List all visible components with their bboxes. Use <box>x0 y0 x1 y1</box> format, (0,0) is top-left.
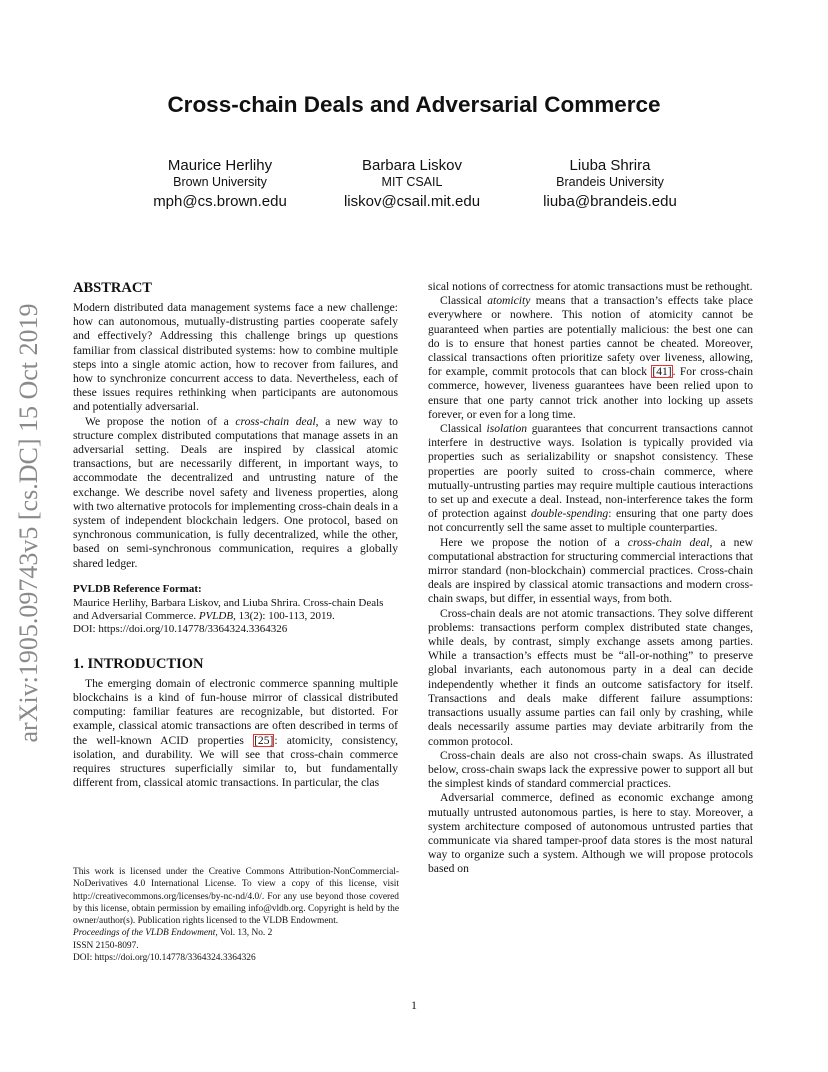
pvldb-doi: DOI: https://doi.org/10.14778/3364324.3364326 <box>73 622 288 635</box>
abstract-heading: ABSTRACT <box>73 280 152 296</box>
right-column <box>428 280 753 877</box>
body-paragraph: Classical atomicity means that a transaction’s effects take place everywhere or nowhere. This notion of atomicity cannot be guaranteed when parties are potentially malicious: the best one can do is to ensure that honest parties cannot be cheated. Moreover, classical transactions often prioritize safety over liveness, allowing, for example, commit protocols that can block [41]. For cross-chain commerce, however, liveness guarantees have been relied upon to ensure that one party cannot trick another into locking up assets forever, or even for a long time. <box>428 294 754 421</box>
page-number: 1 <box>411 1000 417 1012</box>
author-name: Liuba Shrira <box>569 157 651 174</box>
license-text: This work is licensed under the Creative Commons Attribution-NonCommercial-NoDerivatives 4.0 International License. To view a copy of this license, visit http://creativecommons.org/licenses/by-nc-nd/4.0/. For any use beyond those covered by this license, obtain permission by emailing info@vldb.org. Copyright is held by the owner/author(s). Publication rights licensed to the VLDB Endowment. <box>73 867 399 927</box>
author-email: liskov@csail.mit.edu <box>343 193 481 210</box>
body-paragraph: Adversarial commerce, defined as economic exchange among mutually untrusted autonomous parties, is here to stay. Moreover, a system architecture composed of autonomous untrusted parties that communicate via shared tamper-proof data stores is the most natural way to organize such a system. Although we will propose protocols based on <box>428 791 753 876</box>
left-column <box>73 280 398 790</box>
body-paragraph: Here we propose the notion of a cross-chain deal, a new computational abstraction for structuring commercial interactions that mirror standard (non-blockchain) commercial practices. Cross-chain deals are inspired by classical atomic transactions and modern cross-chain swaps, but differ, in essential ways, from both. <box>428 535 753 606</box>
footnote-doi: DOI: https://doi.org/10.14778/3364324.3364326 <box>73 953 256 964</box>
body-paragraph: Cross-chain deals are also not cross-chain swaps. As illustrated below, cross-chain swaps lack the expressive power to support all but the simplest kinds of standard commercial practices. <box>428 748 753 791</box>
arxiv-stamp: arXiv:1905.09743v5 [cs.DC] 15 Oct 2019 <box>14 302 43 743</box>
author-email: liuba@brandeis.edu <box>543 193 677 210</box>
intro-heading: 1. INTRODUCTION <box>73 655 204 672</box>
body-paragraph: sical notions of correctness for atomic transactions must be rethought. <box>428 280 753 293</box>
proceedings-line: Proceedings of the VLDB Endowment, Vol. 13, No. 2 <box>73 928 273 939</box>
body-paragraph: Classical isolation guarantees that concurrent transactions cannot interfere in destructive ways. Isolation is typically provided via properties such as serializability or snapshot consistency. These properties are poorly suited to cross-chain commerce, where mutually-untrusting parties may require multiple cautious interactions to set up and execute a deal. Instead, non-interference takes the form of protection against double-spending: ensuring that one party does not concurrently sell the same asset to multiple counterparties. <box>428 422 753 535</box>
author-block-3 <box>490 157 730 214</box>
citation-link[interactable]: [25] <box>254 733 274 747</box>
author-affiliation: Brown University <box>173 175 267 189</box>
pvldb-reference: Maurice Herlihy, Barbara Liskov, and Liuba Shrira. Cross-chain Deals and Adversarial Commerce. PVLDB, 13(2): 100-113, 2019. DOI: https://doi.org/10.14778/3364324.3364326 <box>73 596 384 635</box>
author-affiliation: MIT CSAIL <box>381 175 443 189</box>
citation-link[interactable]: [41] <box>652 365 672 379</box>
abstract-paragraph-1: Modern distributed data management systems face a new challenge: how can autonomous, mutually-distrusting parties cooperate safely and effectively? Addressing this challenge brings up questions familiar from classical distributed systems: how to combine multiple steps into a single atomic action, how to recover from failures, and how to synchronize concurrent access to data. Nevertheless, each of these issues requires rethinking when participants are autonomous and potentially adversarial. <box>73 301 398 414</box>
body-paragraph: Cross-chain deals are not atomic transactions. They solve different problems: transactions perform complex distributed state changes, while deals, by contrast, simply exchange assets among parties. While a transaction’s effects must be “all-or-nothing” to preserve global invariants, each autonomous party in a deal can decide independently whether it finds an outcome satisfactory for itself. Transactions and deals make different failure assumptions: transactions usually assume parties can fail only by crashing, while deals necessarily assume parties may deviate arbitrarily from the common protocol. <box>428 606 753 748</box>
license-footnote <box>73 866 399 964</box>
pvldb-heading: PVLDB Reference Format: <box>73 582 202 595</box>
intro-paragraph-1: The emerging domain of electronic commerce spanning multiple blockchains is a kind of fun-house mirror of classical distributed computing: familiar features are recognizable, but distorted. For example, classical atomic transactions are often described in terms of the well-known ACID properties [25]: atomicity, consistency, isolation, and durability. We will see that cross-chain commerce requires structures superficially similar to, but fundamentally different from, classical atomic transactions. In particular, the clas <box>73 676 399 790</box>
author-name: Maurice Herlihy <box>167 157 273 174</box>
author-name: Barbara Liskov <box>361 157 463 174</box>
author-affiliation: Brandeis University <box>556 175 664 189</box>
paper-title: Cross-chain Deals and Adversarial Commerce <box>167 92 661 117</box>
abstract-paragraph-2: We propose the notion of a cross-chain deal, a new way to structure complex distributed computations that manage assets in an adversarial setting. Deals are inspired by classical atomic transactions, but are necessarily different, in important ways, to accommodate the decentralized and untrusting nature of the exchange. We describe novel safety and liveness properties, along with two alternative protocols for implementing cross-chain deals in a system of independent blockchain ledgers. One protocol, based on synchronous communication, is fully decentralized, while the other, based on semi-synchronous communication, requires a globally shared ledger. <box>73 414 398 570</box>
issn-line: ISSN 2150-8097. <box>73 940 139 951</box>
author-email: mph@cs.brown.edu <box>153 193 287 210</box>
